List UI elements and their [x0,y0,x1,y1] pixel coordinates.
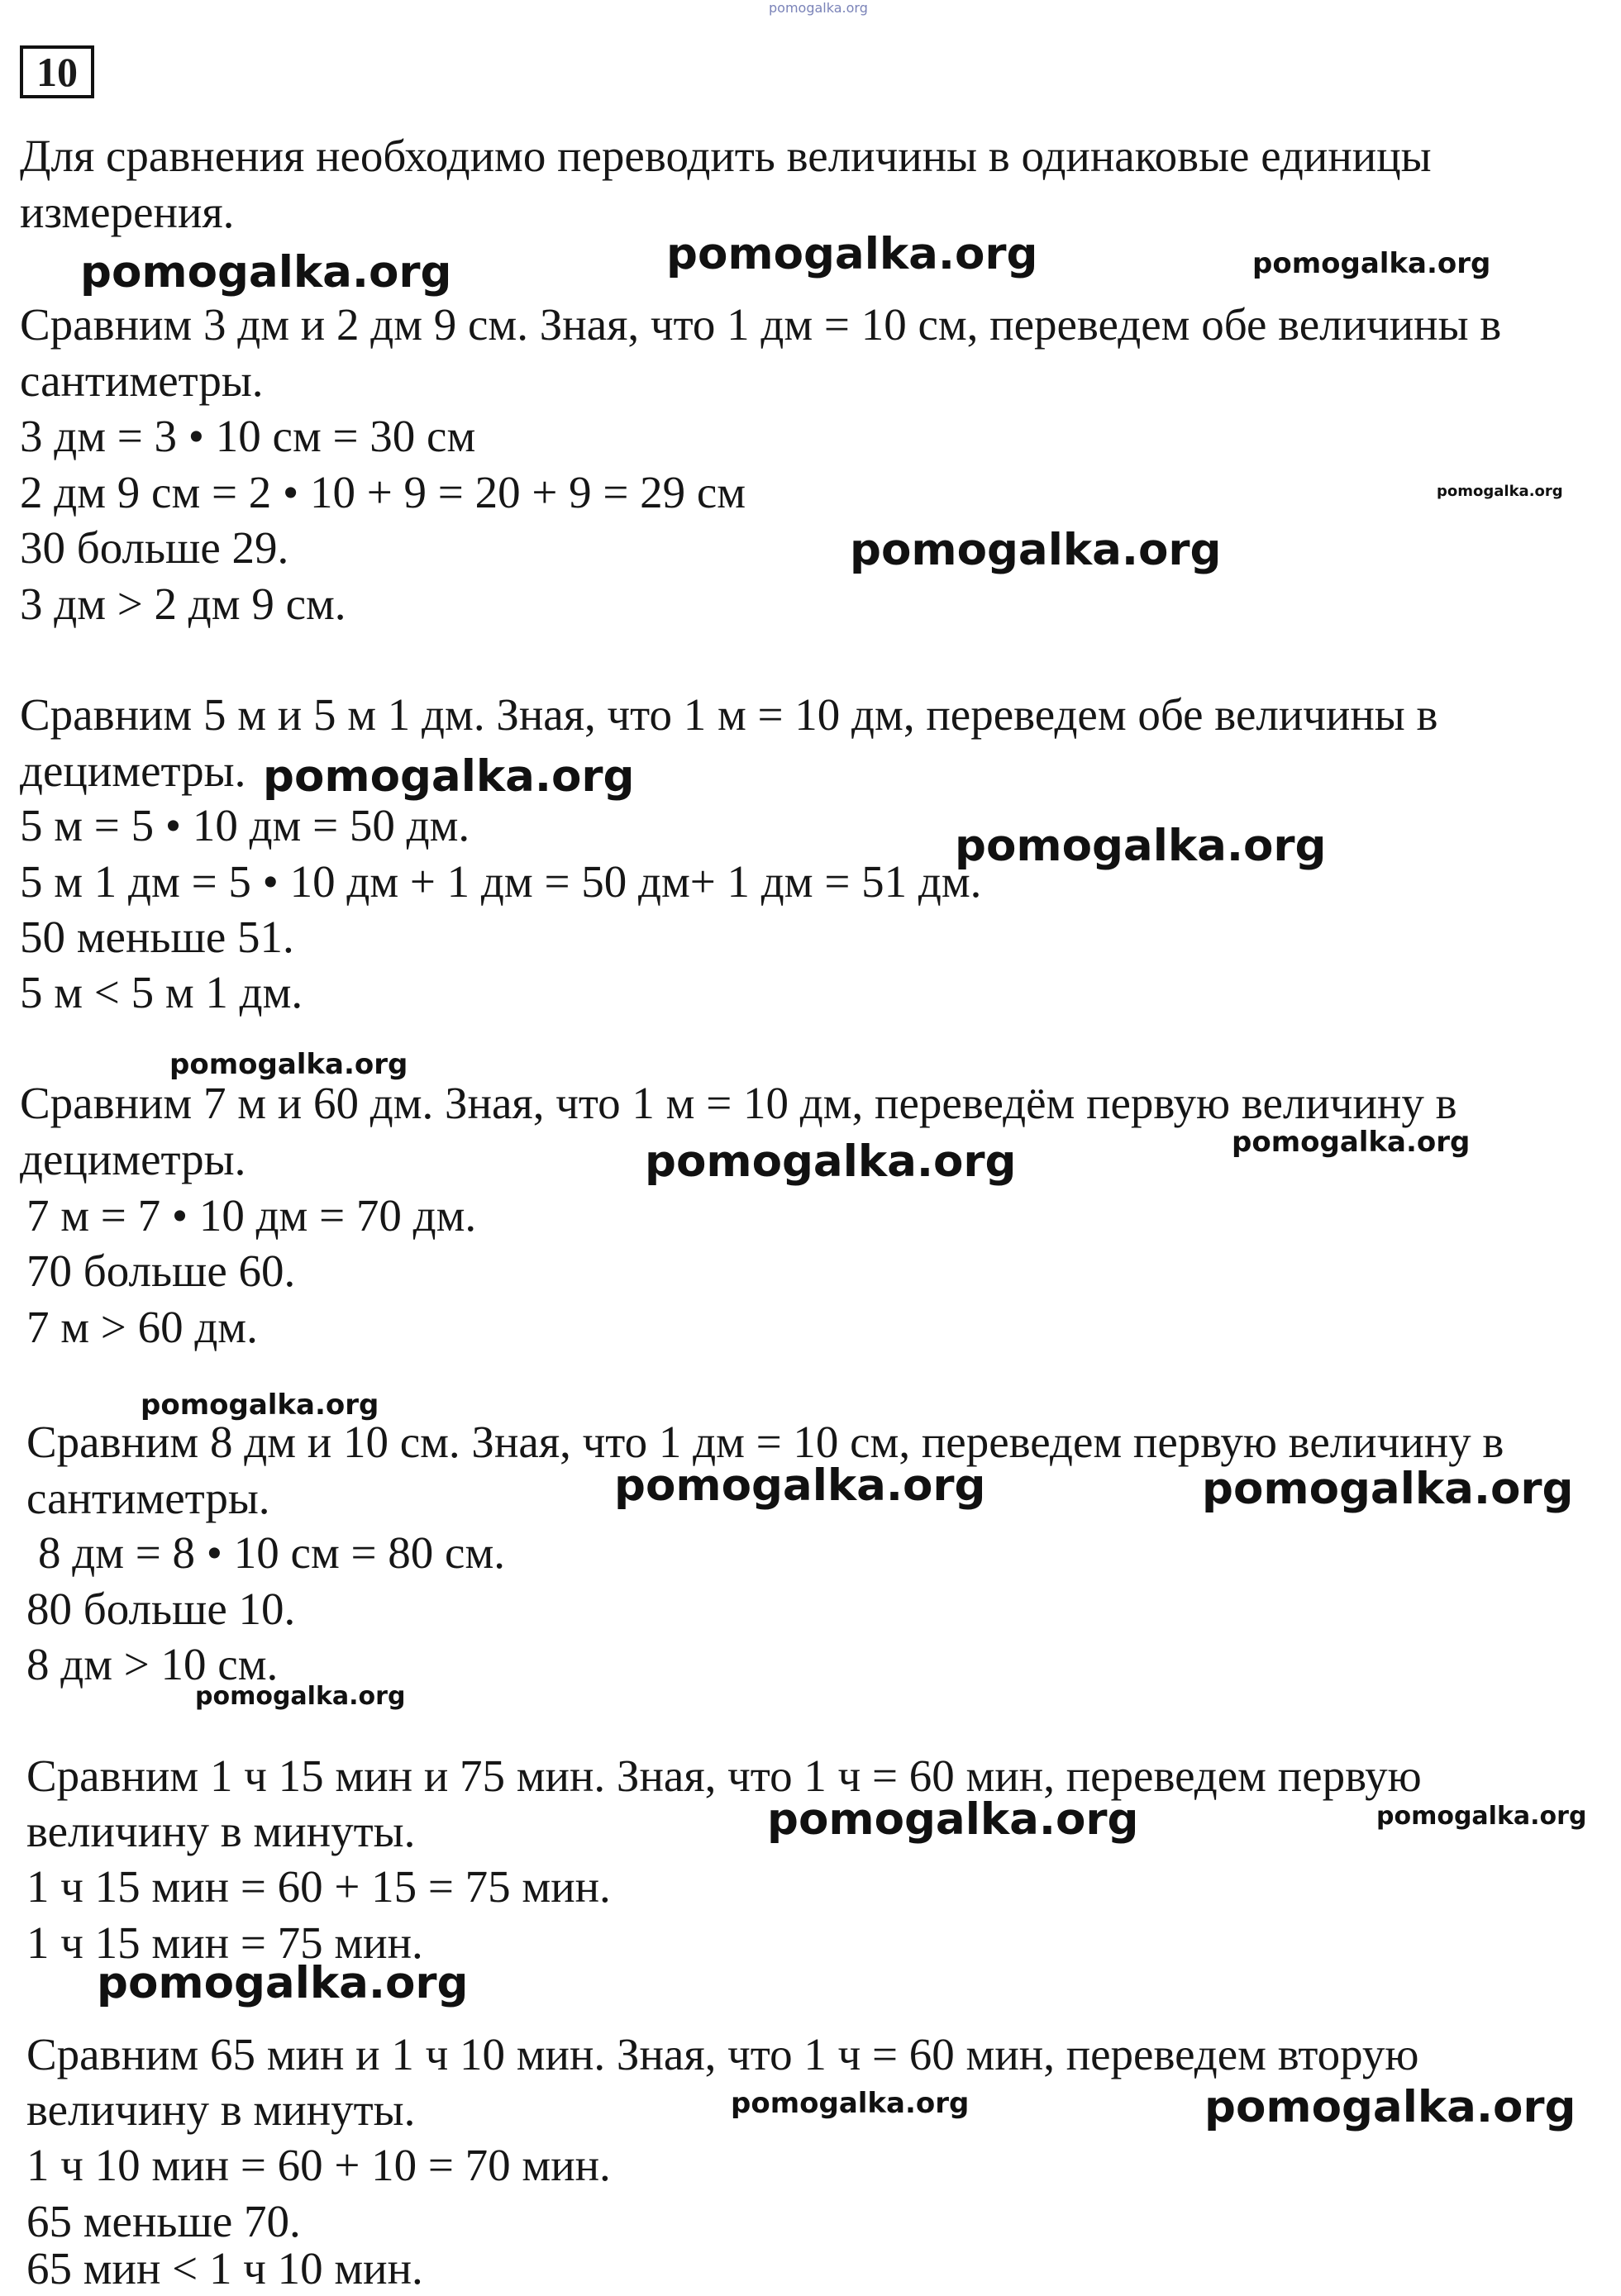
intro-line: измерения. [20,187,235,237]
block-line: 5 м = 5 • 10 дм = 50 дм. [20,800,470,850]
watermark: pomogalka.org [1204,2082,1576,2132]
watermark: pomogalka.org [263,751,635,802]
watermark: pomogalka.org [1232,1126,1471,1159]
watermark: pomogalka.org [97,1958,469,2008]
block-line: 65 мин < 1 ч 10 мин. [26,2243,423,2294]
block-line: 8 дм = 8 • 10 см = 80 см. [38,1527,506,1578]
block-line: Сравним 65 мин и 1 ч 10 мин. Зная, что 1 ч = 60 мин, переведем вторую [26,2029,1419,2079]
block-line: 1 ч 15 мин = 75 мин. [26,1917,423,1968]
watermark: pomogalka.org [666,229,1038,279]
block-line: 1 ч 10 мин = 60 + 10 = 70 мин. [26,2140,611,2190]
intro-line: Для сравнения необходимо переводить величины в одинаковые единицы [20,131,1432,181]
block-line: дециметры. [20,1134,246,1184]
block-line: величину в минуты. [26,2084,416,2135]
block-line: Сравним 5 м и 5 м 1 дм. Зная, что 1 м = 10 дм, переведем обе величины в [20,689,1438,740]
block-line: 5 м < 5 м 1 дм. [20,967,303,1017]
task-number: 10 [20,45,94,98]
block-line: Сравним 1 ч 15 мин и 75 мин. Зная, что 1 ч = 60 мин, переведем первую [26,1751,1422,1801]
block-line: 3 дм = 3 • 10 см = 30 см [20,411,476,461]
watermark: pomogalka.org [1437,483,1563,500]
block-line: 8 дм > 10 см. [26,1639,279,1689]
block-line: 5 м 1 дм = 5 • 10 дм + 1 дм = 50 дм+ 1 дм = 51 дм. [20,856,982,907]
block-line: 50 меньше 51. [20,912,294,962]
watermark: pomogalka.org [767,1794,1139,1845]
watermark: pomogalka.org [955,821,1327,871]
block-line: Сравним 7 м и 60 дм. Зная, что 1 м = 10 дм, переведём первую величину в [20,1078,1457,1128]
watermark: pomogalka.org [731,2087,970,2120]
block-line: Сравним 8 дм и 10 см. Зная, что 1 дм = 10 см, переведем первую величину в [26,1417,1504,1467]
block-line: 65 меньше 70. [26,2196,301,2246]
block-line: величину в минуты. [26,1806,416,1856]
block-line: Сравним 3 дм и 2 дм 9 см. Зная, что 1 дм = 10 см, переведем обе величины в [20,299,1502,350]
block-line: 80 больше 10. [26,1584,296,1634]
watermark: pomogalka.org [169,1048,408,1081]
watermark: pomogalka.org [1252,247,1491,280]
watermark: pomogalka.org [141,1389,379,1422]
block-line: 30 больше 29. [20,522,289,573]
watermark: pomogalka.org [1376,1802,1587,1831]
watermark: pomogalka.org [80,247,452,298]
watermark: pomogalka.org [195,1682,406,1711]
watermark: pomogalka.org [645,1136,1017,1187]
watermark: pomogalka.org [850,525,1222,575]
header-watermark: pomogalka.org [769,0,868,16]
block-line: дециметры. [20,745,246,796]
block-line: сантиметры. [20,355,264,406]
block-line: 70 больше 60. [26,1246,296,1296]
block-line: 1 ч 15 мин = 60 + 15 = 75 мин. [26,1861,611,1912]
block-line: 7 м > 60 дм. [26,1302,258,1352]
block-line: 3 дм > 2 дм 9 см. [20,579,346,629]
block-line: 2 дм 9 см = 2 • 10 + 9 = 20 + 9 = 29 см [20,467,746,517]
watermark: pomogalka.org [1202,1464,1574,1514]
block-line: сантиметры. [26,1473,270,1523]
watermark: pomogalka.org [614,1460,986,1511]
block-line: 7 м = 7 • 10 дм = 70 дм. [26,1190,477,1241]
